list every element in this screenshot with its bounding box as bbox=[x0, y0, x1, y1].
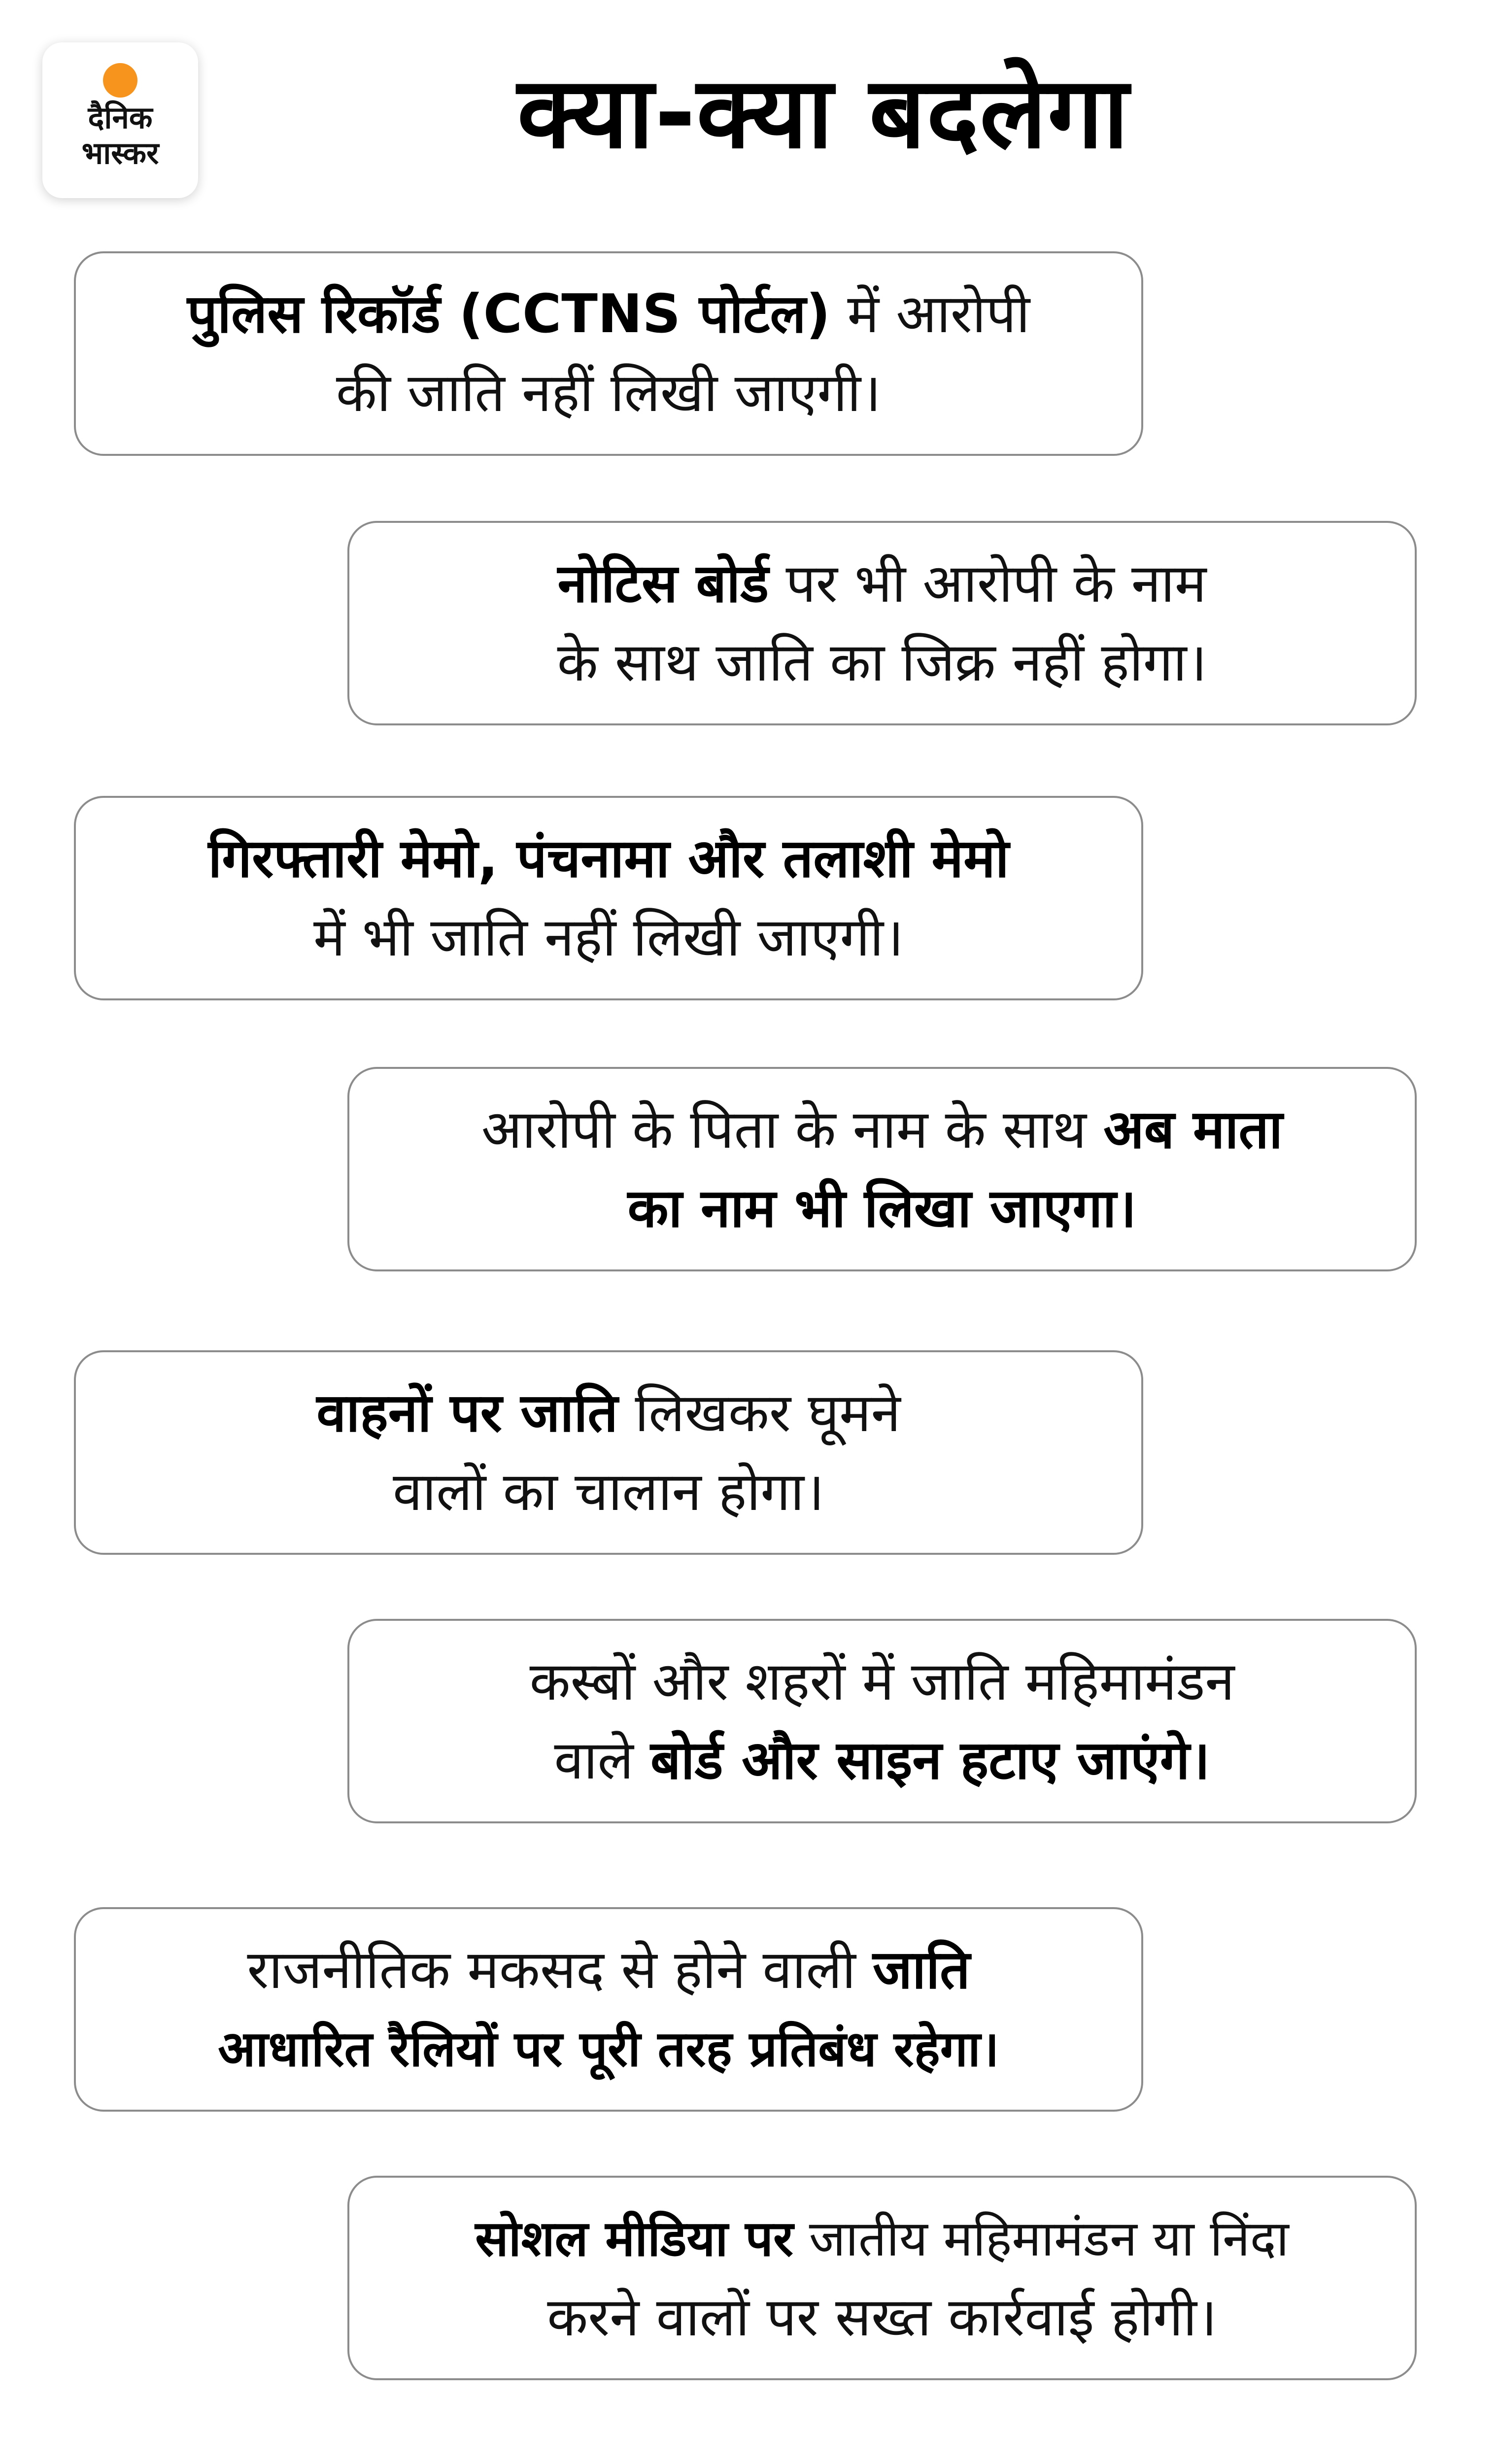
dainik-bhaskar-logo bbox=[42, 42, 198, 198]
card-text: आरोपी के पिता के नाम के साथ bbox=[481, 1098, 1104, 1161]
card-text: में आरोपी bbox=[830, 283, 1030, 345]
card-line-2: वालों का चालान होगा। bbox=[393, 1461, 824, 1523]
card-highlight: गिरफ्तारी मेमो, पंचनामा और तलाशी मेमो bbox=[208, 827, 1009, 890]
card-line-1 bbox=[316, 1374, 900, 1453]
card-line-1 bbox=[247, 1931, 970, 2010]
change-card-boards-signs bbox=[347, 1619, 1417, 1823]
card-line-2: की जाति नहीं लिखी जाएगी। bbox=[336, 362, 882, 424]
card-highlight: सोशल मीडिया पर bbox=[475, 2209, 793, 2267]
change-card-social-media bbox=[347, 2176, 1417, 2380]
card-highlight: जाति bbox=[873, 1939, 970, 2001]
card-text: लिखकर घूमने bbox=[617, 1382, 901, 1444]
logo-text-line2: भास्कर bbox=[81, 135, 159, 171]
card-line-2: में भी जाति नहीं लिखी जाएगी। bbox=[313, 906, 904, 968]
card-highlight: आधारित रैलियों पर पूरी तरह प्रतिबंध रहेगा। bbox=[218, 2019, 999, 2078]
card-highlight: वाहनों पर जाति bbox=[316, 1382, 618, 1444]
card-text: वाले bbox=[554, 1729, 651, 1791]
card-line-2 bbox=[628, 1169, 1137, 1248]
card-highlight: नोटिस बोर्ड bbox=[557, 552, 769, 615]
card-line-2 bbox=[554, 1721, 1210, 1800]
change-card-rallies bbox=[74, 1907, 1143, 2112]
change-card-police-record bbox=[74, 251, 1143, 456]
card-text: राजनीतिक मकसद से होने वाली bbox=[247, 1939, 873, 2001]
card-highlight: पुलिस रिकॉर्ड (CCTNS पोर्टल) bbox=[187, 283, 831, 345]
card-highlight: अब माता bbox=[1103, 1098, 1283, 1161]
sun-dot-icon bbox=[103, 63, 137, 98]
card-text: पर भी आरोपी के नाम bbox=[769, 552, 1207, 615]
card-line-1: कस्बों और शहरों में जाति महिमामंडन bbox=[529, 1650, 1235, 1712]
card-line-2: करने वालों पर सख्त कार्रवाई होगी। bbox=[547, 2286, 1217, 2348]
card-line-1 bbox=[558, 545, 1207, 623]
change-card-vehicles bbox=[74, 1350, 1143, 1555]
card-line-1 bbox=[187, 275, 1030, 354]
card-highlight: बोर्ड और साइन हटाए जाएंगे। bbox=[650, 1729, 1210, 1791]
card-line-1 bbox=[208, 820, 1009, 898]
change-card-notice-board bbox=[347, 521, 1417, 725]
card-line-2: के साथ जाति का जिक्र नहीं होगा। bbox=[557, 631, 1207, 693]
card-line-2 bbox=[218, 2010, 999, 2088]
logo-text-line1: दैनिक bbox=[88, 100, 153, 136]
card-line-1 bbox=[475, 2199, 1289, 2278]
card-text: जातीय महिमामंडन या निंदा bbox=[793, 2209, 1289, 2267]
card-line-1 bbox=[481, 1091, 1283, 1169]
page-title: क्या-क्या बदलेगा bbox=[517, 56, 1130, 171]
change-card-mother-name bbox=[347, 1067, 1417, 1271]
card-highlight: का नाम भी लिखा जाएगा। bbox=[627, 1177, 1137, 1239]
change-card-arrest-memo bbox=[74, 796, 1143, 1000]
